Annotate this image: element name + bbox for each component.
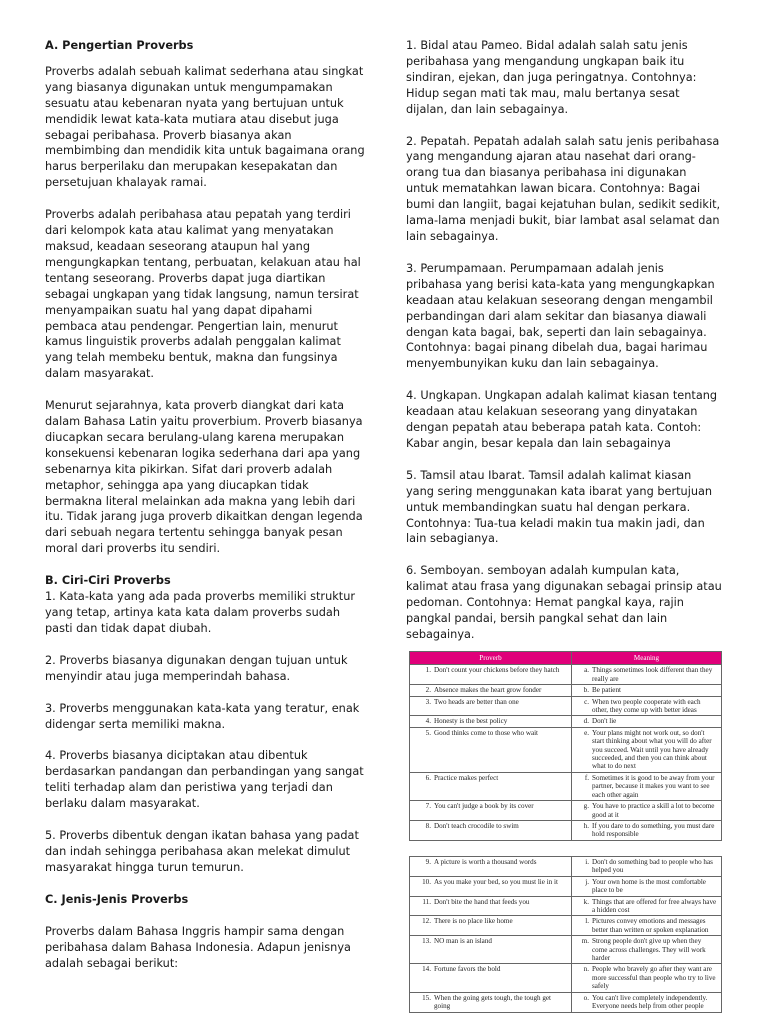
- table-2-body: [410, 857, 722, 1013]
- meaning-letter: j.: [585, 877, 589, 886]
- meaning-cell: [572, 727, 722, 772]
- meaning-letter: e.: [584, 728, 589, 737]
- proverb-text: Good thinks come to those who wait: [434, 728, 539, 737]
- table-row: [410, 857, 722, 877]
- meaning-cell: [572, 772, 722, 800]
- proverb-text: NO man is an island: [434, 937, 492, 946]
- proverb-text: As you make your bed, so you must lie in it: [434, 877, 558, 886]
- proverb-cell: [410, 992, 572, 1012]
- meaning-text: You can't live completely independently. Everyone needs help from other people: [592, 993, 708, 1011]
- meaning-cell: [572, 716, 722, 727]
- proverb-number: 2.: [425, 686, 431, 695]
- proverb-number: 6.: [425, 773, 431, 782]
- meaning-letter: d.: [583, 717, 589, 726]
- proverb-text: Don't teach crocodile to swim: [434, 821, 519, 830]
- meaning-letter: i.: [585, 858, 589, 866]
- meaning-cell: [572, 876, 722, 896]
- meaning-cell: [572, 696, 722, 716]
- section-b-title: B. Ciri-Ciri Proverbs: [45, 574, 171, 588]
- proverb-table-2: [409, 856, 722, 1013]
- proverb-number: 1.: [425, 666, 431, 675]
- proverb-cell: [410, 876, 572, 896]
- proverb-text: You can't judge a book by its cover: [434, 802, 534, 811]
- proverb-number: 12.: [422, 917, 431, 926]
- proverb-number: 3.: [425, 697, 431, 706]
- meaning-letter: l.: [585, 917, 589, 926]
- meaning-letter: n.: [583, 965, 589, 974]
- left-column: [45, 38, 367, 987]
- proverb-type-item: 6. Semboyan. semboyan adalah kumpulan kata, kalimat atau frasa yang digunakan sebagai prinsip atau pedoman. Contohnya: Hemat pangkal kaya, rajin pangkal pandai, bersih pangkal sehat dan lain sebagainya.: [406, 564, 722, 641]
- proverb-cell: [410, 820, 572, 840]
- proverb-type-item: 2. Pepatah. Pepatah adalah salah satu jenis peribahasa yang mengandung ajaran atau nasehat dari orang-orang tua dan biasanya peribahasa ini digunakan untuk mematahkan lawan bicara. Contohnya: Bagai bumi dan langiit, bagai kejatuhan bulan, sedikit sedikit, lama-lama menjadi bukit, biar lambat asal selamat dan lain sebagainya.: [406, 134, 721, 243]
- proverb-number: 11.: [422, 897, 431, 906]
- proverb-cell: [410, 936, 572, 964]
- section-b-item: 4. Proverbs biasanya diciptakan atau dibentuk berdasarkan pandangan dan perbandingan yang sangat teliti terhadap alam dan peristiwa yang terjadi dan berlaku dalam masyarakat.: [45, 749, 364, 811]
- section-b-item: 2. Proverbs biasanya digunakan dengan tujuan untuk menyindir atau juga memperindah bahasa.: [45, 653, 348, 683]
- header-proverb: Proverb: [410, 652, 572, 665]
- table-row: [410, 992, 722, 1012]
- table-header-row: [410, 652, 722, 665]
- proverb-type-item: 5. Tamsil atau Ibarat. Tamsil adalah kalimat kiasan yang sering menggunakan kata ibarat yang bertujuan untuk membandingkan suatu hal dengan perkara. Contohnya: Tua-tua keladi makin tua makin jadi, dan lain sebagianya.: [406, 468, 713, 546]
- proverb-text: Fortune favors the bold: [434, 965, 501, 974]
- meaning-text: Strong people don't give up when they come across challenges. They will work harder: [592, 937, 706, 963]
- section-a-paragraph: Proverbs adalah sebuah kalimat sederhana atau singkat yang biasanya digunakan untuk mengumpamakan sesuatu atau kebenaran nyata yang bertujuan untuk mendidik lewat kata-kata mutiara atau disebut juga sebagai peribahasa. Proverb biasanya akan membimbing dan mendidik kita untuk bagaimana orang harus berperilaku dan merupakan kesepakatan dan persetujuan khalayak ramai.: [45, 64, 365, 190]
- right-column: [406, 38, 722, 643]
- meaning-letter: o.: [583, 993, 589, 1002]
- meaning-text: Your plans might not work out, so don't start thinking about what you will do after you succeed. Wait until you have already succeeded, and then you can think about what to do next: [592, 728, 712, 771]
- table-row: [410, 820, 722, 840]
- proverb-number: 7.: [425, 802, 431, 811]
- meaning-letter: c.: [584, 697, 589, 706]
- proverb-text: Honesty is the best policy: [434, 717, 508, 726]
- table-row: [410, 727, 722, 772]
- table-row: [410, 896, 722, 916]
- table-row: [410, 801, 722, 821]
- proverb-cell: [410, 964, 572, 992]
- meaning-text: You have to practice a skill a lot to become good at it: [592, 802, 715, 819]
- section-c-title: C. Jenis-Jenis Proverbs: [45, 892, 189, 906]
- proverb-text: Don't count your chickens before they hatch: [434, 666, 560, 675]
- proverb-number: 10.: [422, 877, 431, 886]
- section-a-paragraph: Proverbs adalah peribahasa atau pepatah yang terdiri dari kelompok kata atau kalimat yang menyatakan maksud, keadaan seseorang ataupun hal yang mengungkapkan tentang, perbuatan, kelakuan atau hal tentang seseorang. Proverbs dapat juga diartikan sebagai ungkapan yang tidak langsung, namun tersirat menyampaikan suatu hal yang dapat dipahami pembaca atau pendengar. Pengertian lain, menurut kamus linguistik proverbs adalah penggalan kalimat yang telah membeku bentuk, makna dan fungsinya dalam masyarakat.: [45, 208, 361, 381]
- meaning-letter: f.: [584, 773, 589, 782]
- proverb-number: 4.: [425, 717, 431, 726]
- meaning-text: Pictures convey emotions and messages better than written or spoken explanation: [592, 917, 709, 934]
- meaning-text: Sometimes it is good to be away from your partner, because it makes you want to see each other again: [592, 773, 715, 799]
- table-row: [410, 916, 722, 936]
- meaning-letter: h.: [583, 821, 589, 830]
- header-meaning: Meaning: [572, 652, 722, 665]
- section-a-title: A. Pengertian Proverbs: [45, 39, 194, 52]
- meaning-text: Things sometimes look different than they really are: [592, 666, 713, 683]
- meaning-letter: k.: [583, 897, 589, 906]
- proverb-cell: [410, 896, 572, 916]
- proverb-cell: [410, 772, 572, 800]
- meaning-cell: [572, 801, 722, 821]
- section-c-paragraph: Proverbs dalam Bahasa Inggris hampir sama dengan peribahasa dalam Bahasa Indonesia. Adapun jenisnya adalah sebagai berikut:: [45, 924, 351, 970]
- proverb-number: 14.: [422, 965, 431, 974]
- proverb-text: Two heads are better than one: [434, 697, 519, 706]
- table-row: [410, 665, 722, 685]
- meaning-text: Your own home is the most comfortable place to be: [592, 877, 706, 895]
- meaning-cell: [572, 665, 722, 685]
- proverb-text: There is no place like home: [434, 917, 513, 926]
- meaning-letter: m.: [581, 937, 589, 946]
- proverb-number: 8.: [425, 821, 431, 830]
- proverb-number: 5.: [425, 728, 431, 737]
- meaning-cell: [572, 916, 722, 936]
- meaning-text: People who bravely go after they want are more successful than people who try to live safely: [592, 965, 716, 991]
- proverb-cell: [410, 665, 572, 685]
- meaning-text: Don't do something bad to people who has helped you: [592, 858, 713, 875]
- proverb-type-item: 3. Perumpamaan. Perumpamaan adalah jenis pribahasa yang berisi kata-kata yang mengungkapkan keadaan atau kelakuan seseorang dengan mengambil perbandingan dari alam sekitar dan biasanya diawali dengan kata bagai, bak, seperti dan lain sebagainya. Contohnya: bagai pinang dibelah dua, bagai harimau menyembunyikan kuku dan lain sebagainya.: [406, 261, 715, 371]
- proverb-number: 13.: [422, 937, 431, 946]
- proverb-table-1: [409, 651, 722, 841]
- proverb-text: A picture is worth a thousand words: [434, 858, 537, 866]
- meaning-cell: [572, 936, 722, 964]
- meaning-cell: [572, 896, 722, 916]
- meaning-cell: [572, 964, 722, 992]
- table-row: [410, 772, 722, 800]
- table-row: [410, 876, 722, 896]
- meaning-cell: [572, 857, 722, 877]
- table-row: [410, 716, 722, 727]
- meaning-cell: [572, 685, 722, 696]
- meaning-text: Things that are offered for free always have a hidden cost: [592, 897, 717, 915]
- table-row: [410, 964, 722, 992]
- proverb-cell: [410, 696, 572, 716]
- proverb-text: Practice makes perfect: [434, 773, 499, 782]
- section-a-paragraph: Menurut sejarahnya, kata proverb diangkat dari kata dalam Bahasa Latin yaitu proverbium. Proverb biasanya diucapkan secara berulang-ulang karena merupakan konsekuensi kebenaran logika sederhana dari apa yang sebenarnya kita pikirkan. Sifat dari proverb adalah metaphor, sehingga apa yang diucapkan tidak bermakna literal melainkan ada makna yang lebih dari itu. Tidak jarang juga proverb dikaitkan dengan legenda dari sebuah negara tertentu sehingga banyak pesan moral dari proverbs itu sendiri.: [45, 399, 363, 556]
- proverb-text: Absence makes the heart grow fonder: [434, 686, 542, 695]
- meaning-cell: [572, 992, 722, 1012]
- table-row: [410, 685, 722, 696]
- meaning-text: If you dare to do something, you must dare hold responsible: [592, 821, 715, 839]
- proverb-cell: [410, 685, 572, 696]
- table-row: [410, 696, 722, 716]
- meaning-letter: g.: [583, 802, 589, 811]
- proverb-text: When the going gets tough, the tough get going: [434, 993, 552, 1011]
- table-row: [410, 936, 722, 964]
- meaning-cell: [572, 820, 722, 840]
- proverb-cell: [410, 916, 572, 936]
- meaning-letter: b.: [583, 686, 589, 695]
- section-b-item: 1. Kata-kata yang ada pada proverbs memiliki struktur yang tetap, artinya kata kata dalam proverbs sudah pasti dan tidak dapat diubah.: [45, 590, 356, 635]
- section-b-item: 5. Proverbs dibentuk dengan ikatan bahasa yang padat dan indah sehingga peribahasa akan melekat dimulut masyarakat hingga turun temurun.: [45, 829, 359, 874]
- proverb-type-item: 4. Ungkapan. Ungkapan adalah kalimat kiasan tentang keadaan atau kelakuan seseorang yang dinyatakan dengan pepatah atau beberapa patah kata. Contoh: Kabar angin, besar kepala dan lain sebagainya: [406, 389, 718, 450]
- section-b-item: 3. Proverbs menggunakan kata-kata yang teratur, enak didengar serta memiliki makna.: [45, 701, 360, 731]
- meaning-text: Don't lie: [592, 717, 617, 726]
- proverb-number: 9.: [425, 858, 431, 866]
- proverb-cell: [410, 857, 572, 877]
- proverb-cell: [410, 716, 572, 727]
- proverb-text: Don't bite the hand that feeds you: [434, 897, 530, 906]
- table-1-body: [410, 665, 722, 840]
- proverb-type-item: 1. Bidal atau Pameo. Bidal adalah salah satu jenis peribahasa yang mengandung ungkapan baik itu sindiran, ejekan, dan juga peringatnya. Contohnya: Hidup segan mati tak mau, malu bertanya sesat dijalan, dan lain sebagainya.: [406, 39, 697, 116]
- proverb-cell: [410, 727, 572, 772]
- proverb-cell: [410, 801, 572, 821]
- proverb-number: 15.: [422, 993, 431, 1002]
- meaning-letter: a.: [584, 666, 589, 675]
- meaning-text: Be patient: [592, 686, 621, 695]
- meaning-text: When two people cooperate with each other, they come up with better ideas: [592, 697, 701, 715]
